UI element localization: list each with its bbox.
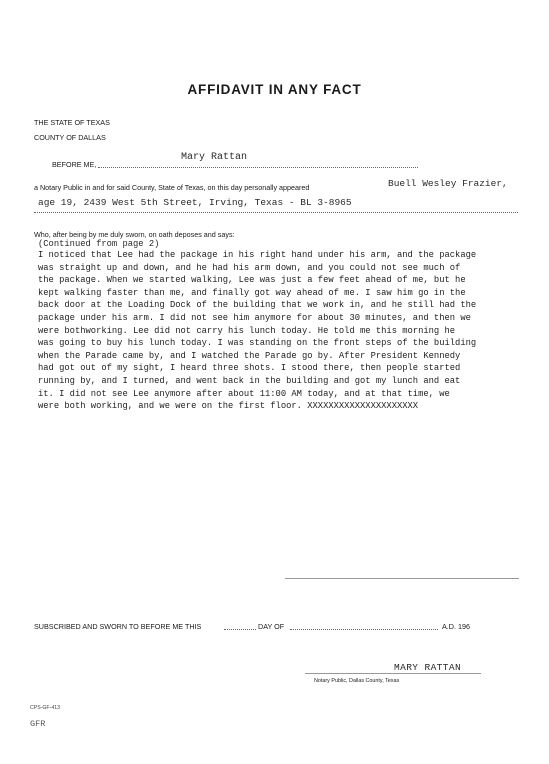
body-line: when the Parade came by, and I watched the Parade go by. After President Kennedy (38, 350, 461, 361)
day-of-label: DAY OF (258, 622, 285, 631)
continued-note: (Continued from page 2) (38, 239, 160, 249)
county-label: COUNTY OF DALLAS (34, 133, 106, 142)
sworn-text: Who, after being by me duly sworn, on oath deposes and says: (34, 230, 235, 239)
notary-text: a Notary Public in and for said County, State of Texas, on this day personally appeared (34, 183, 310, 192)
form-code: CPS-GF-413 (30, 705, 60, 711)
body-line: back door at the Loading Dock of the building that we work in, and he still had the (38, 300, 477, 311)
body-line: had got out of my sight, I heard three shots. I stood there, then people started (38, 363, 461, 374)
body-line: was going to buy his lunch today. I was standing on the front steps of the building (38, 338, 477, 349)
subscribed-label: SUBSCRIBED AND SWORN TO BEFORE ME THIS (34, 622, 202, 631)
day-line (224, 629, 256, 630)
state-label: THE STATE OF TEXAS (34, 118, 110, 127)
body-line: I noticed that Lee had the package in his right hand under his arm, and the package (38, 250, 477, 260)
notary-signature-line (305, 673, 481, 674)
before-me-line (98, 167, 418, 168)
details-line (34, 212, 518, 213)
affiant-details: age 19, 2439 West 5th Street, Irving, Texas - BL 3-8965 (38, 197, 352, 208)
body-line: the package. When we started walking, Lee was just a few feet ahead of me, but he (38, 275, 466, 286)
notary-signature: MARY RATTAN (394, 662, 462, 673)
month-line (290, 629, 438, 630)
before-me-name: Mary Rattan (181, 152, 248, 163)
ad-label: A.D. 196 (442, 622, 470, 631)
body-line: were bothworking. Lee did not carry his lunch today. He told me this morning he (38, 325, 456, 336)
body-line: running by, and I turned, and went back in the building and got my lunch and eat (38, 375, 461, 386)
affidavit-body (38, 249, 518, 413)
before-me-label: BEFORE ME, (52, 160, 97, 169)
body-line: were both working, and we were on the first floor. XXXXXXXXXXXXXXXXXXXXX (38, 401, 419, 412)
body-line: was straight up and down, and he had his arm down, and you could not see much of (38, 262, 461, 273)
affiant-signature-line (285, 578, 519, 579)
body-line: kept walking faster than me, and finally got way ahead of me. I saw him go in the (38, 287, 466, 298)
page-title: AFFIDAVIT IN ANY FACT (187, 82, 362, 97)
body-line: package under his arm. I did not see him anymore for about 30 minutes, and then we (38, 312, 471, 323)
initials: GFR (30, 719, 46, 729)
notary-caption: Notary Public, Dallas County, Texas (314, 678, 400, 684)
appeared-name: Buell Wesley Frazier, (388, 178, 508, 189)
body-line: it. I did not see Lee anymore after about 11:00 AM today, and at that time, we (38, 388, 450, 399)
